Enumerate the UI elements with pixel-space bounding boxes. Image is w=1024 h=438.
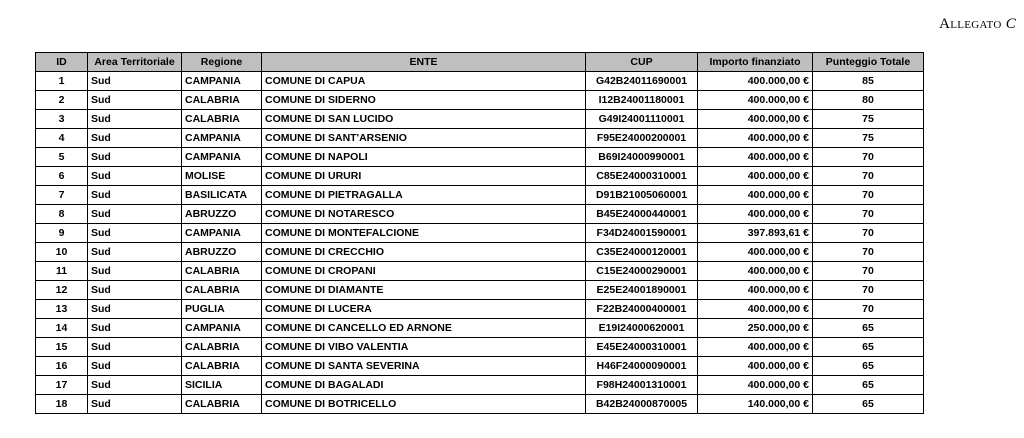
id-cell: 13 xyxy=(36,300,88,319)
funding-table xyxy=(35,52,924,414)
importo-cell: 400.000,00 € xyxy=(698,376,813,395)
ente-cell: COMUNE DI CRECCHIO xyxy=(262,243,586,262)
area-cell: Sud xyxy=(88,357,182,376)
cup-cell: F95E24000200001 xyxy=(586,129,698,148)
area-cell: Sud xyxy=(88,281,182,300)
ente-cell: COMUNE DI NAPOLI xyxy=(262,148,586,167)
importo-cell: 397.893,61 € xyxy=(698,224,813,243)
cup-cell: G49I24001110001 xyxy=(586,110,698,129)
id-cell: 14 xyxy=(36,319,88,338)
area-cell: Sud xyxy=(88,376,182,395)
id-cell: 10 xyxy=(36,243,88,262)
column-header-cup: CUP xyxy=(586,53,698,72)
importo-cell: 400.000,00 € xyxy=(698,186,813,205)
punteggio-cell: 70 xyxy=(813,300,924,319)
importo-cell: 400.000,00 € xyxy=(698,129,813,148)
table-row xyxy=(36,91,924,110)
importo-cell: 400.000,00 € xyxy=(698,110,813,129)
column-header-id: ID xyxy=(36,53,88,72)
ente-cell: COMUNE DI NOTARESCO xyxy=(262,205,586,224)
id-cell: 2 xyxy=(36,91,88,110)
importo-cell: 400.000,00 € xyxy=(698,205,813,224)
punteggio-cell: 70 xyxy=(813,205,924,224)
allegato-label xyxy=(939,16,1016,33)
id-cell: 3 xyxy=(36,110,88,129)
table-row xyxy=(36,224,924,243)
ente-cell: COMUNE DI SIDERNO xyxy=(262,91,586,110)
table-row xyxy=(36,186,924,205)
cup-cell: B69I24000990001 xyxy=(586,148,698,167)
punteggio-cell: 80 xyxy=(813,91,924,110)
id-cell: 8 xyxy=(36,205,88,224)
cup-cell: E25E24001890001 xyxy=(586,281,698,300)
regione-cell: ABRUZZO xyxy=(182,243,262,262)
allegato-letter: C xyxy=(1005,16,1016,32)
id-cell: 11 xyxy=(36,262,88,281)
ente-cell: COMUNE DI SAN LUCIDO xyxy=(262,110,586,129)
column-header-regione: Regione xyxy=(182,53,262,72)
punteggio-cell: 70 xyxy=(813,262,924,281)
cup-cell: E19I24000620001 xyxy=(586,319,698,338)
area-cell: Sud xyxy=(88,129,182,148)
regione-cell: CALABRIA xyxy=(182,262,262,281)
table-row xyxy=(36,376,924,395)
importo-cell: 400.000,00 € xyxy=(698,300,813,319)
cup-cell: C35E24000120001 xyxy=(586,243,698,262)
ente-cell: COMUNE DI CANCELLO ED ARNONE xyxy=(262,319,586,338)
allegato-word: Allegato xyxy=(939,16,1002,32)
regione-cell: CALABRIA xyxy=(182,338,262,357)
ente-cell: COMUNE DI BOTRICELLO xyxy=(262,395,586,414)
id-cell: 16 xyxy=(36,357,88,376)
importo-cell: 400.000,00 € xyxy=(698,262,813,281)
regione-cell: PUGLIA xyxy=(182,300,262,319)
id-cell: 1 xyxy=(36,72,88,91)
regione-cell: CALABRIA xyxy=(182,395,262,414)
area-cell: Sud xyxy=(88,319,182,338)
header-row xyxy=(36,53,924,72)
table-row xyxy=(36,338,924,357)
regione-cell: CAMPANIA xyxy=(182,224,262,243)
cup-cell: B42B24000870005 xyxy=(586,395,698,414)
cup-cell: E45E24000310001 xyxy=(586,338,698,357)
cup-cell: F22B24000400001 xyxy=(586,300,698,319)
cup-cell: H46F24000090001 xyxy=(586,357,698,376)
column-header-area: Area Territoriale xyxy=(88,53,182,72)
regione-cell: CAMPANIA xyxy=(182,72,262,91)
ente-cell: COMUNE DI URURI xyxy=(262,167,586,186)
importo-cell: 400.000,00 € xyxy=(698,91,813,110)
ente-cell: COMUNE DI VIBO VALENTIA xyxy=(262,338,586,357)
importo-cell: 140.000,00 € xyxy=(698,395,813,414)
table-row xyxy=(36,167,924,186)
id-cell: 7 xyxy=(36,186,88,205)
area-cell: Sud xyxy=(88,243,182,262)
importo-cell: 400.000,00 € xyxy=(698,243,813,262)
table-row xyxy=(36,110,924,129)
area-cell: Sud xyxy=(88,205,182,224)
ente-cell: COMUNE DI CAPUA xyxy=(262,72,586,91)
column-header-punteggio: Punteggio Totale xyxy=(813,53,924,72)
regione-cell: SICILIA xyxy=(182,376,262,395)
column-header-importo: Importo finanziato xyxy=(698,53,813,72)
regione-cell: CALABRIA xyxy=(182,110,262,129)
table-row xyxy=(36,243,924,262)
table-row xyxy=(36,357,924,376)
id-cell: 12 xyxy=(36,281,88,300)
punteggio-cell: 65 xyxy=(813,319,924,338)
cup-cell: F98H24001310001 xyxy=(586,376,698,395)
ente-cell: COMUNE DI LUCERA xyxy=(262,300,586,319)
ente-cell: COMUNE DI SANT'ARSENIO xyxy=(262,129,586,148)
cup-cell: C85E24000310001 xyxy=(586,167,698,186)
table-row xyxy=(36,300,924,319)
punteggio-cell: 65 xyxy=(813,395,924,414)
punteggio-cell: 65 xyxy=(813,338,924,357)
table-header xyxy=(36,53,924,72)
id-cell: 17 xyxy=(36,376,88,395)
area-cell: Sud xyxy=(88,110,182,129)
ente-cell: COMUNE DI MONTEFALCIONE xyxy=(262,224,586,243)
id-cell: 15 xyxy=(36,338,88,357)
regione-cell: CAMPANIA xyxy=(182,148,262,167)
area-cell: Sud xyxy=(88,262,182,281)
regione-cell: BASILICATA xyxy=(182,186,262,205)
punteggio-cell: 70 xyxy=(813,186,924,205)
punteggio-cell: 70 xyxy=(813,243,924,262)
importo-cell: 400.000,00 € xyxy=(698,72,813,91)
area-cell: Sud xyxy=(88,72,182,91)
area-cell: Sud xyxy=(88,167,182,186)
regione-cell: MOLISE xyxy=(182,167,262,186)
ente-cell: COMUNE DI SANTA SEVERINA xyxy=(262,357,586,376)
table-row xyxy=(36,395,924,414)
importo-cell: 400.000,00 € xyxy=(698,281,813,300)
regione-cell: CALABRIA xyxy=(182,357,262,376)
punteggio-cell: 75 xyxy=(813,129,924,148)
area-cell: Sud xyxy=(88,300,182,319)
cup-cell: C15E24000290001 xyxy=(586,262,698,281)
table-row xyxy=(36,148,924,167)
punteggio-cell: 65 xyxy=(813,376,924,395)
id-cell: 5 xyxy=(36,148,88,167)
id-cell: 18 xyxy=(36,395,88,414)
cup-cell: F34D24001590001 xyxy=(586,224,698,243)
table-row xyxy=(36,72,924,91)
ente-cell: COMUNE DI DIAMANTE xyxy=(262,281,586,300)
ente-cell: COMUNE DI PIETRAGALLA xyxy=(262,186,586,205)
importo-cell: 250.000,00 € xyxy=(698,319,813,338)
regione-cell: CAMPANIA xyxy=(182,319,262,338)
cup-cell: B45E24000440001 xyxy=(586,205,698,224)
punteggio-cell: 75 xyxy=(813,110,924,129)
table-row xyxy=(36,319,924,338)
id-cell: 6 xyxy=(36,167,88,186)
area-cell: Sud xyxy=(88,148,182,167)
importo-cell: 400.000,00 € xyxy=(698,167,813,186)
ente-cell: COMUNE DI BAGALADI xyxy=(262,376,586,395)
id-cell: 9 xyxy=(36,224,88,243)
regione-cell: CALABRIA xyxy=(182,91,262,110)
area-cell: Sud xyxy=(88,186,182,205)
table-row xyxy=(36,281,924,300)
id-cell: 4 xyxy=(36,129,88,148)
cup-cell: G42B24011690001 xyxy=(586,72,698,91)
punteggio-cell: 70 xyxy=(813,148,924,167)
punteggio-cell: 70 xyxy=(813,224,924,243)
importo-cell: 400.000,00 € xyxy=(698,148,813,167)
area-cell: Sud xyxy=(88,395,182,414)
ente-cell: COMUNE DI CROPANI xyxy=(262,262,586,281)
column-header-ente: ENTE xyxy=(262,53,586,72)
importo-cell: 400.000,00 € xyxy=(698,338,813,357)
punteggio-cell: 65 xyxy=(813,357,924,376)
table-row xyxy=(36,129,924,148)
cup-cell: I12B24001180001 xyxy=(586,91,698,110)
table-body xyxy=(36,72,924,414)
area-cell: Sud xyxy=(88,338,182,357)
area-cell: Sud xyxy=(88,91,182,110)
importo-cell: 400.000,00 € xyxy=(698,357,813,376)
punteggio-cell: 85 xyxy=(813,72,924,91)
cup-cell: D91B21005060001 xyxy=(586,186,698,205)
punteggio-cell: 70 xyxy=(813,167,924,186)
punteggio-cell: 70 xyxy=(813,281,924,300)
regione-cell: ABRUZZO xyxy=(182,205,262,224)
table-row xyxy=(36,262,924,281)
regione-cell: CAMPANIA xyxy=(182,129,262,148)
table-row xyxy=(36,205,924,224)
regione-cell: CALABRIA xyxy=(182,281,262,300)
area-cell: Sud xyxy=(88,224,182,243)
